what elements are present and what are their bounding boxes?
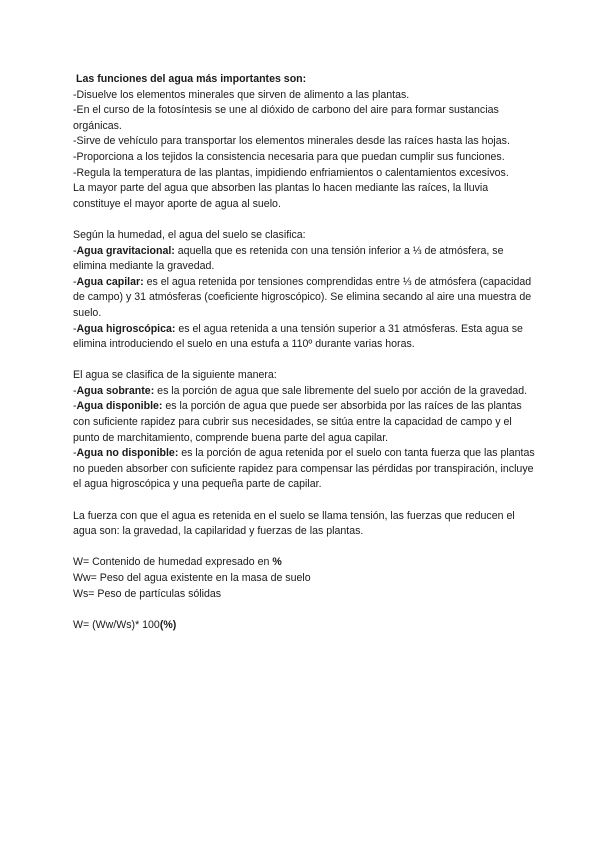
tension-paragraph: La fuerza con que el agua es retenida en el suelo se llama tensión, las fuerzas que reducen el agua son: la gravedad, la capilaridad y fuerzas de las plantas. xyxy=(73,509,515,538)
function-item-5: -Regula la temperatura de las plantas, impidiendo enfriamientos o calentamientos excesivos. xyxy=(73,166,509,179)
definition: es la porción de agua que puede ser absorbida por las raíces de las plantas con suficiente rapidez para cubrir sus necesidades, se sitúa entre la capacidad de campo y el punto de marchitamiento, comprende buena parte del agua capilar. xyxy=(73,400,522,444)
formula-unit: (%) xyxy=(159,618,177,631)
term: Agua capilar: xyxy=(76,275,144,288)
definition-ww: Ww= Peso del agua existente en la masa de suelo xyxy=(73,572,311,584)
function-item-3: -Sirve de vehículo para transportar los elementos minerales desde las raíces hasta las hojas. xyxy=(73,135,510,148)
definition: es el agua retenida por tensiones comprendidas entre ⅓ de atmósfera (capacidad de campo) y 31 atmósferas (coeficiente higroscópico). Se elimina secando al aire una muestra de suelo. xyxy=(73,275,532,319)
function-item-2: -En el curso de la fotosíntesis se une al dióxido de carbono del aire para formar sustancias orgánicas. xyxy=(73,104,499,132)
term: Agua no disponible: xyxy=(76,447,179,460)
class-intro: El agua se clasifica de la siguiente manera: xyxy=(73,369,277,382)
definition: es la porción de agua que sale libremente del suelo por acción de la gravedad. xyxy=(154,384,528,397)
formula xyxy=(73,618,535,634)
roots-paragraph: La mayor parte del agua que absorben las plantas lo hacen mediante las raíces, la lluvia constituye el mayor aporte de agua al suelo. xyxy=(73,182,489,210)
class-item-disponible: -Agua disponible: es la porción de agua que puede ser absorbida por las raíces de las plantas con suficiente rapidez para cubrir sus necesidades, se sitúa entre la capacidad de campo y el punto de marchitamiento, comprende buena parte del agua capilar. xyxy=(73,400,522,444)
humidity-item-higroscopica: -Agua higroscópica: es el agua retenida a una tensión superior a 31 atmósferas. Esta agua se elimina introduciendo el suelo en una estufa a 110º durante varias horas. xyxy=(73,322,523,351)
function-item-4: -Proporciona a los tejidos la consistencia necesaria para que puedan cumplir sus funciones. xyxy=(73,150,505,163)
percent-unit: % xyxy=(272,556,282,569)
term: Agua gravitacional: xyxy=(76,244,175,257)
document-body xyxy=(73,72,535,633)
class-item-no-disponible: -Agua no disponible: es la porción de agua retenida por el suelo con tanta fuerza que las plantas no pueden absorber con suficiente rapidez para compensar las pérdidas por transpiración, incluye el agua higroscópica y una pequeña parte de capilar. xyxy=(73,447,535,491)
humidity-item-capilar: -Agua capilar: es el agua retenida por tensiones comprendidas entre ⅓ de atmósfera (capacidad de campo) y 31 atmósferas (coeficiente higroscópico). Se elimina secando al aire una muestra de suelo. xyxy=(73,275,532,319)
formula-text: W= (Ww/Ws)* 100 xyxy=(73,618,160,631)
function-item-1: -Disuelve los elementos minerales que sirven de alimento a las plantas. xyxy=(73,88,410,101)
definition-w-text: W= Contenido de humedad expresado en xyxy=(73,556,273,569)
definition-ws: Ws= Peso de partículas sólidas xyxy=(73,587,222,600)
definition: es el agua retenida a una tensión superior a 31 atmósferas. Esta agua se elimina introduciendo el suelo en una estufa a 110º durante varias horas. xyxy=(73,322,523,351)
term: Agua sobrante: xyxy=(76,384,155,397)
term: Agua higroscópica: xyxy=(76,322,176,335)
definition: es la porción de agua retenida por el suelo con tanta fuerza que las plantas no pueden absorber con suficiente rapidez para compensar las pérdidas por transpiración, incluye el agua higroscópica y una pequeña parte de capilar. xyxy=(73,447,535,491)
term: Agua disponible: xyxy=(76,400,163,413)
humidity-intro: Según la humedad, el agua del suelo se clasifica: xyxy=(73,228,306,241)
humidity-item-gravitacional: -Agua gravitacional: aquella que es retenida con una tensión inferior a ⅓ de atmósfera, se elimina mediante la gravedad. xyxy=(73,244,504,273)
definition: aquella que es retenida con una tensión inferior a ⅓ de atmósfera, se elimina mediante la gravedad. xyxy=(73,244,504,273)
section-title: Las funciones del agua más importantes son: xyxy=(76,73,307,85)
definition-w xyxy=(73,555,535,571)
class-item-sobrante: -Agua sobrante: es la porción de agua que sale libremente del suelo por acción de la gravedad. xyxy=(73,384,528,397)
